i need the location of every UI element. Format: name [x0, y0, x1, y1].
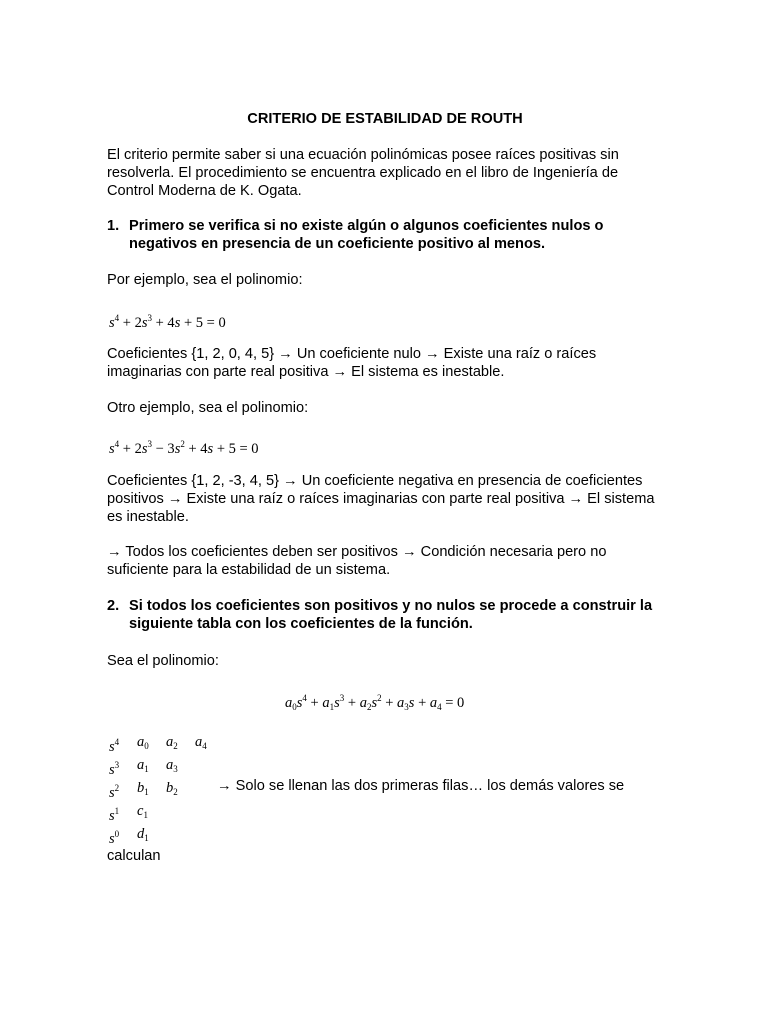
routh-power: $s^0$	[109, 829, 120, 847]
routh-fill-note-end: calculan	[107, 848, 161, 864]
general-polynomial: $a_0s^4 + a_1s^3 + a_2s^2 + a_3s + a_4 = 0$	[285, 693, 465, 712]
general-polynomial-intro: Sea el polinomio:	[107, 653, 219, 669]
routh-power: $s^4$	[109, 737, 120, 755]
example-2-intro: Otro ejemplo, sea el polinomio:	[107, 400, 309, 416]
routh-cell: $a_2$	[166, 734, 178, 751]
routh-power: $s^2$	[109, 783, 120, 801]
example-1-coefficients: Coeficientes {1, 2, 0, 4, 5} → Un coeficiente nulo → Existe una raíz o raíces imaginarias con parte real positiva → El sistema es inestable.	[107, 346, 597, 380]
routh-fill-note: → Solo se llenan las dos primeras filas… los demás valores se	[217, 778, 625, 794]
routh-cell: $b_2$	[166, 780, 178, 797]
routh-cell: $d_1$	[137, 826, 149, 843]
routh-cell: $a_1$	[137, 757, 149, 774]
intro-paragraph: El criterio permite saber si una ecuación polinómicas posee raíces positivas sin resolverla. El procedimiento se encuentra explicado en el libro de Ingeniería de Control Moderna de K. Ogata.	[107, 147, 619, 199]
example-2-coefficients: Coeficientes {1, 2, -3, 4, 5} → Un coeficiente negativa en presencia de coeficientes positivos → Existe una raíz o raíces imaginarias con parte real positiva → El sistema es inestable.	[107, 473, 655, 525]
step-1-text: Primero se verifica si no existe algún o algunos coeficientes nulos o negativos en presencia de un coeficiente positivo al menos.	[129, 218, 604, 252]
polynomial-2: $s^4 + 2s^3 - 3s^2 + 4s + 5 = 0$	[109, 439, 259, 457]
routh-power: $s^1$	[109, 806, 120, 824]
step-1-number: 1.	[107, 218, 120, 234]
necessary-condition-note: → Todos los coeficientes deben ser positivos → Condición necesaria pero no suficiente para la estabilidad de un sistema.	[107, 544, 607, 578]
example-1-intro: Por ejemplo, sea el polinomio:	[107, 272, 303, 288]
document-title: CRITERIO DE ESTABILIDAD DE ROUTH	[247, 111, 523, 127]
routh-cell: $c_1$	[137, 803, 148, 820]
routh-cell: $a_0$	[137, 734, 149, 751]
step-1	[107, 217, 667, 253]
routh-power: $s^3$	[109, 760, 120, 778]
step-2	[107, 597, 667, 633]
polynomial-1: $s^4 + 2s^3 + 4s + 5 = 0$	[109, 313, 226, 331]
routh-cell: $a_4$	[195, 734, 207, 751]
routh-cell: $b_1$	[137, 780, 149, 797]
routh-cell: $a_3$	[166, 757, 178, 774]
step-2-number: 2.	[107, 598, 120, 614]
step-2-text: Si todos los coeficientes son positivos y no nulos se procede a construir la siguiente tabla con los coeficientes de la función.	[129, 598, 653, 632]
